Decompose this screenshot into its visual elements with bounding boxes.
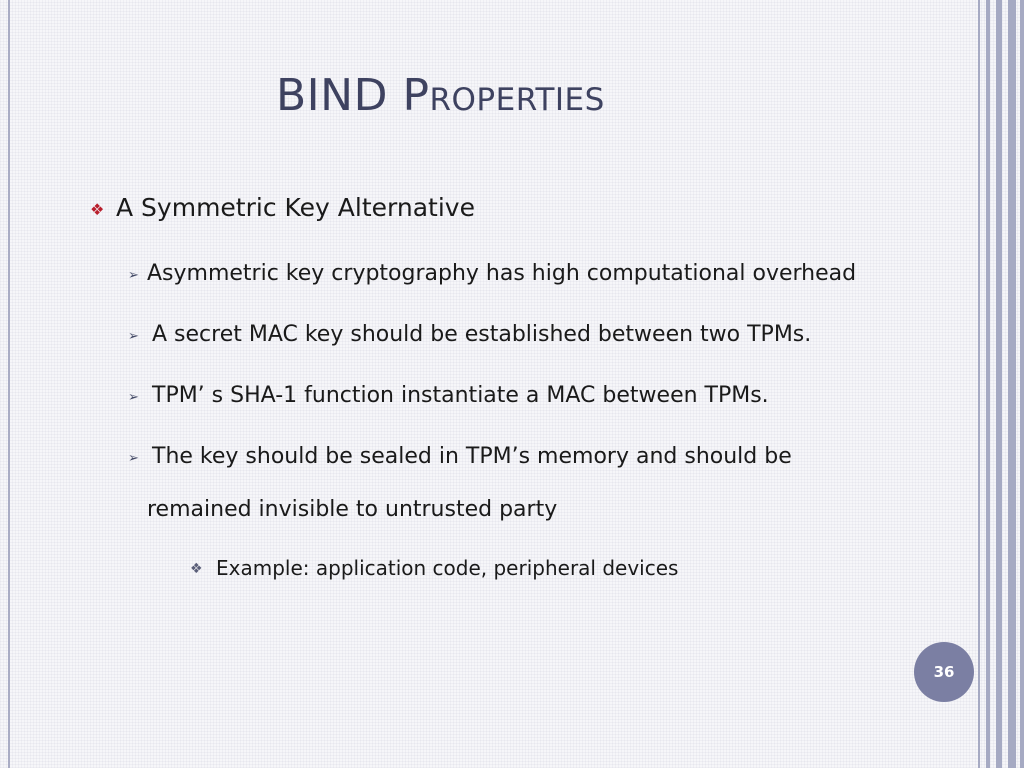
arrow-bullet-icon: ➢	[128, 390, 139, 405]
page-number-badge	[914, 642, 974, 702]
bullet-level2: A secret MAC key should be established between two TPMs.	[152, 322, 812, 347]
arrow-bullet-icon: ➢	[128, 451, 139, 466]
stripe	[986, 0, 990, 768]
bullet-level2: Asymmetric key cryptography has high computational overhead	[147, 261, 857, 286]
stripe	[996, 0, 1002, 768]
bullet-level3: Example: application code, peripheral devices	[216, 556, 679, 580]
page-number: 36	[933, 663, 955, 681]
bullet-level2-line1: The key should be sealed in TPM’s memory and should be	[152, 444, 792, 469]
slide-title: BIND Properties	[276, 70, 605, 121]
bullet-level2-line2: remained invisible to untrusted party	[147, 497, 558, 522]
right-border-stripes	[976, 0, 1024, 768]
stripe	[1020, 0, 1024, 768]
diamond-bullet-icon: ❖	[190, 561, 203, 577]
left-frame-line	[8, 0, 10, 768]
diamond-bullet-icon: ❖	[90, 200, 105, 219]
bullet-level2: TPM’ s SHA-1 function instantiate a MAC between TPMs.	[152, 383, 769, 408]
bullet-level1: A Symmetric Key Alternative	[116, 193, 475, 222]
stripe	[978, 0, 980, 768]
arrow-bullet-icon: ➢	[128, 329, 139, 344]
stripe	[1008, 0, 1016, 768]
arrow-bullet-icon: ➢	[128, 268, 139, 283]
